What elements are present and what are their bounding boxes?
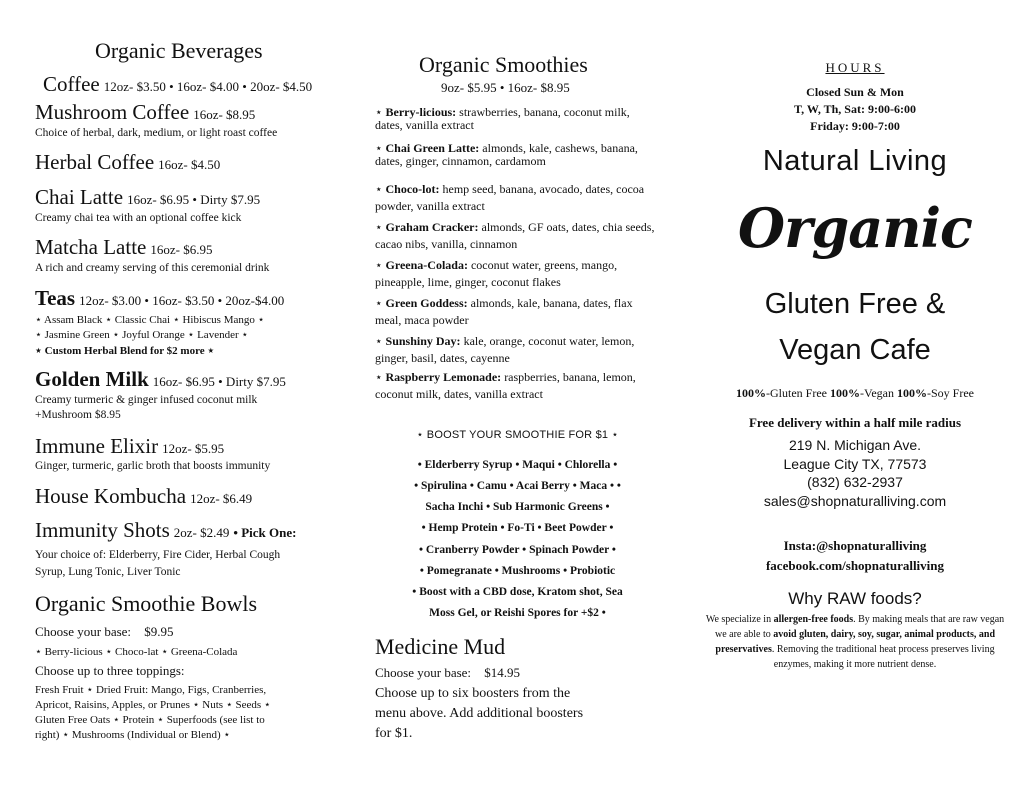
address-line-1: 219 N. Michigan Ave. [788, 437, 922, 453]
kombucha-price: 12oz- $6.49 [190, 491, 253, 506]
percent-2-label: -Vegan [860, 386, 897, 400]
facebook-link[interactable]: facebook.com/shopnaturalliving [765, 558, 945, 573]
why-text-3: . Removing the traditional heat process preserves living enzymes, making it more nutrient dense. [771, 644, 995, 670]
immune-elixir-name: Immune Elixir [35, 434, 159, 458]
smoothie-name: Sunshiny Day: [385, 334, 461, 348]
smoothie-desc: almonds, GF oats, dates, chia seeds, cacao nibs, vanilla, cinnamon [375, 220, 655, 251]
matcha-latte-item [35, 235, 212, 260]
why-raw-text [705, 612, 1005, 672]
address-line-2: League City TX, 77573 [783, 456, 927, 472]
vegan-cafe-title: Vegan Cafe [779, 334, 931, 366]
boost-line: • Elderberry Syrup • Maqui • Chlorella • [417, 459, 618, 471]
phone-number: (832) 632-2937 [807, 474, 903, 490]
coffee-item [43, 72, 312, 97]
smoothies-title: Organic Smoothies [419, 52, 588, 77]
immune-elixir-item [35, 434, 224, 459]
percent-1: 100% [736, 386, 767, 400]
smoothie-name: Raspberry Lemonade: [385, 370, 502, 384]
mud-line-3: for $1. [375, 726, 413, 741]
smoothie-name: Berry-licious: [385, 105, 457, 119]
smoothie-item [375, 333, 660, 367]
mud-line-2: menu above. Add additional boosters [375, 706, 584, 721]
smoothie-desc: raspberries, banana, lemon, coconut milk, dates, vanilla extract [375, 370, 636, 401]
matcha-latte-desc: A rich and creamy serving of this ceremonial drink [35, 262, 270, 274]
smoothie-name: Choco-lot: [385, 182, 440, 196]
immunity-shots-desc-2: Syrup, Lung Tonic, Liver Tonic [35, 566, 181, 578]
teas-line-2: ⋆ Jasmine Green ⋆ Joyful Orange ⋆ Lavender ⋆ [35, 329, 249, 341]
teas-name: Teas [35, 286, 76, 310]
smoothie-name: Chai Green Latte: [385, 141, 480, 155]
why-bold-1: allergen-free foods [773, 614, 854, 625]
bullet-icon: ⋆ [375, 105, 383, 119]
smoothie-desc: almonds, kale, banana, dates, flax meal, maca powder [375, 296, 633, 327]
smoothie-item [375, 295, 660, 329]
hours-line-2: T, W, Th, Sat: 9:00-6:00 [794, 102, 916, 116]
bowls-base-label: Choose your base: [35, 624, 132, 639]
smoothie-bowls-title: Organic Smoothie Bowls [35, 591, 258, 616]
golden-milk-desc-2: +Mushroom $8.95 [35, 409, 121, 421]
smoothie-name: Greena-Colada: [385, 258, 468, 272]
smoothie-desc: kale, orange, coconut water, lemon, ginger, basil, dates, cayenne [375, 334, 635, 365]
percent-2: 100% [830, 386, 860, 400]
smoothie-item [375, 142, 660, 167]
why-text-1: We specialize in [705, 614, 774, 625]
bullet-icon: ⋆ [375, 334, 383, 348]
smoothie-item [375, 257, 660, 291]
bullet-icon: ⋆ [375, 370, 383, 384]
why-bold-2: avoid gluten, dairy, soy, sugar, animal products, and preservatives [715, 629, 996, 655]
percent-claims [705, 386, 1005, 401]
natural-living-title: Natural Living [762, 145, 948, 177]
smoothie-name: Graham Cracker: [385, 220, 479, 234]
smoothie-item [375, 106, 660, 131]
chai-latte-price: 16oz- $6.95 • Dirty $7.95 [127, 192, 261, 207]
boost-line: • Boost with a CBD dose, Kratom shot, Sea [412, 586, 623, 598]
immunity-shots-name: Immunity Shots [35, 518, 170, 542]
bowls-toppings-line-3: Gluten Free Oats ⋆ Protein ⋆ Superfoods (see list to [35, 714, 265, 726]
hours-line-1: Closed Sun & Mon [806, 85, 904, 99]
herbal-coffee-item [35, 150, 220, 175]
beverages-title: Organic Beverages [95, 38, 263, 63]
mud-base-price: $14.95 [484, 665, 521, 680]
medicine-mud-title: Medicine Mud [375, 634, 506, 659]
bowls-toppings-label: Choose up to three toppings: [35, 663, 185, 678]
bowls-base-options: ⋆ Berry-licious ⋆ Choco-lat ⋆ Greena-Colada [35, 646, 238, 658]
email-link[interactable]: sales@shopnaturalliving.com [763, 493, 947, 509]
golden-milk-name: Golden Milk [35, 367, 149, 391]
boost-title: ⋆ BOOST YOUR SMOOTHIE FOR $1 ⋆ [416, 429, 619, 441]
mushroom-coffee-item [35, 100, 255, 125]
smoothie-desc: almonds, kale, cashews, banana, dates, ginger, cinnamon, cardamom [375, 141, 638, 168]
boost-line: • Hemp Protein • Fo-Ti • Beet Powder • [421, 522, 614, 534]
bullet-icon: ⋆ [375, 141, 383, 155]
smoothie-name: Green Goddess: [385, 296, 468, 310]
smoothies-sizes: 9oz- $5.95 • 16oz- $8.95 [441, 80, 570, 95]
matcha-latte-name: Matcha Latte [35, 235, 147, 259]
herbal-coffee-price: 16oz- $4.50 [158, 157, 221, 172]
bullet-icon: ⋆ [375, 296, 383, 310]
mushroom-coffee-desc: Choice of herbal, dark, medium, or light roast coffee [35, 127, 278, 139]
immunity-shots-desc-1: Your choice of: Elderberry, Fire Cider, Herbal Cough [35, 549, 281, 561]
smoothie-desc: strawberries, banana, coconut milk, dates, vanilla extract [375, 105, 630, 132]
smoothie-desc: hemp seed, banana, avocado, dates, cocoa powder, vanilla extract [375, 182, 645, 213]
bowls-base-price: $9.95 [144, 624, 174, 639]
organic-logo: Organic [738, 196, 972, 260]
bowls-toppings-line-1: Fresh Fruit ⋆ Dried Fruit: Mango, Figs, Cranberries, [35, 684, 267, 696]
boost-line: • Spirulina • Camu • Acai Berry • Maca • • [414, 480, 621, 492]
bowls-toppings-line-2: Apricot, Raisins, Apples, or Prunes ⋆ Nuts ⋆ Seeds ⋆ [35, 699, 271, 711]
teas-line-3: ⋆ Custom Herbal Blend for $2 more ⋆ [35, 345, 215, 357]
percent-1-label: -Gluten Free [766, 386, 830, 400]
smoothie-item [375, 219, 660, 253]
mud-base-label: Choose your base: [375, 665, 472, 680]
mud-base [375, 665, 520, 681]
mushroom-coffee-price: 16oz- $8.95 [193, 107, 256, 122]
chai-latte-item [35, 185, 260, 210]
gluten-free-title: Gluten Free & [764, 288, 946, 320]
immune-elixir-price: 12oz- $5.95 [162, 441, 225, 456]
percent-3: 100% [896, 386, 927, 400]
delivery-note: Free delivery within a half mile radius [748, 415, 962, 430]
bullet-icon: ⋆ [375, 220, 383, 234]
bowls-toppings-line-4: right) ⋆ Mushrooms (Individual or Blend) ⋆ [35, 729, 231, 741]
why-raw-title: Why RAW foods? [788, 589, 922, 608]
immunity-shots-item [35, 518, 296, 543]
immune-elixir-desc: Ginger, turmeric, garlic broth that boosts immunity [35, 460, 271, 472]
immunity-shots-pick: • Pick One: [233, 525, 297, 540]
chai-latte-name: Chai Latte [35, 185, 124, 209]
boost-line: • Pomegranate • Mushrooms • Probiotic [419, 565, 616, 577]
chai-latte-desc: Creamy chai tea with an optional coffee kick [35, 212, 242, 224]
bowls-base [35, 624, 174, 640]
hours-title: HOURS [825, 60, 885, 75]
hours-line-3: Friday: 9:00-7:00 [810, 119, 900, 133]
golden-milk-desc-1: Creamy turmeric & ginger infused coconut milk [35, 394, 258, 406]
coffee-name: Coffee [43, 72, 100, 96]
smoothie-item [375, 181, 660, 215]
teas-item [35, 286, 284, 311]
why-text-2: . By making meals that are raw vegan we are able to [714, 614, 1005, 640]
smoothie-desc: coconut water, greens, mango, pineapple, lime, ginger, coconut flakes [375, 258, 618, 289]
matcha-latte-price: 16oz- $6.95 [150, 242, 213, 257]
golden-milk-price: 16oz- $6.95 • Dirty $7.95 [152, 374, 286, 389]
instagram-link[interactable]: Insta:@shopnaturalliving [783, 538, 927, 553]
teas-prices: 12oz- $3.00 • 16oz- $3.50 • 20oz-$4.00 [79, 293, 285, 308]
percent-3-label: -Soy Free [926, 386, 974, 400]
herbal-coffee-name: Herbal Coffee [35, 150, 155, 174]
smoothie-item [375, 369, 660, 403]
bullet-icon: ⋆ [375, 258, 383, 272]
boost-line: Moss Gel, or Reishi Spores for +$2 • [429, 607, 606, 619]
kombucha-item [35, 484, 252, 509]
teas-line-1: ⋆ Assam Black ⋆ Classic Chai ⋆ Hibiscus Mango ⋆ [35, 314, 265, 326]
coffee-prices: 12oz- $3.50 • 16oz- $4.00 • 20oz- $4.50 [103, 79, 313, 94]
golden-milk-item [35, 367, 286, 392]
mud-line-1: Choose up to six boosters from the [375, 686, 571, 701]
boost-line: Sacha Inchi • Sub Harmonic Greens • [425, 501, 610, 513]
mushroom-coffee-name: Mushroom Coffee [35, 100, 190, 124]
immunity-shots-price: 2oz- $2.49 [173, 525, 230, 540]
bullet-icon: ⋆ [375, 182, 383, 196]
kombucha-name: House Kombucha [35, 484, 187, 508]
boost-line: • Cranberry Powder • Spinach Powder • [419, 544, 616, 556]
